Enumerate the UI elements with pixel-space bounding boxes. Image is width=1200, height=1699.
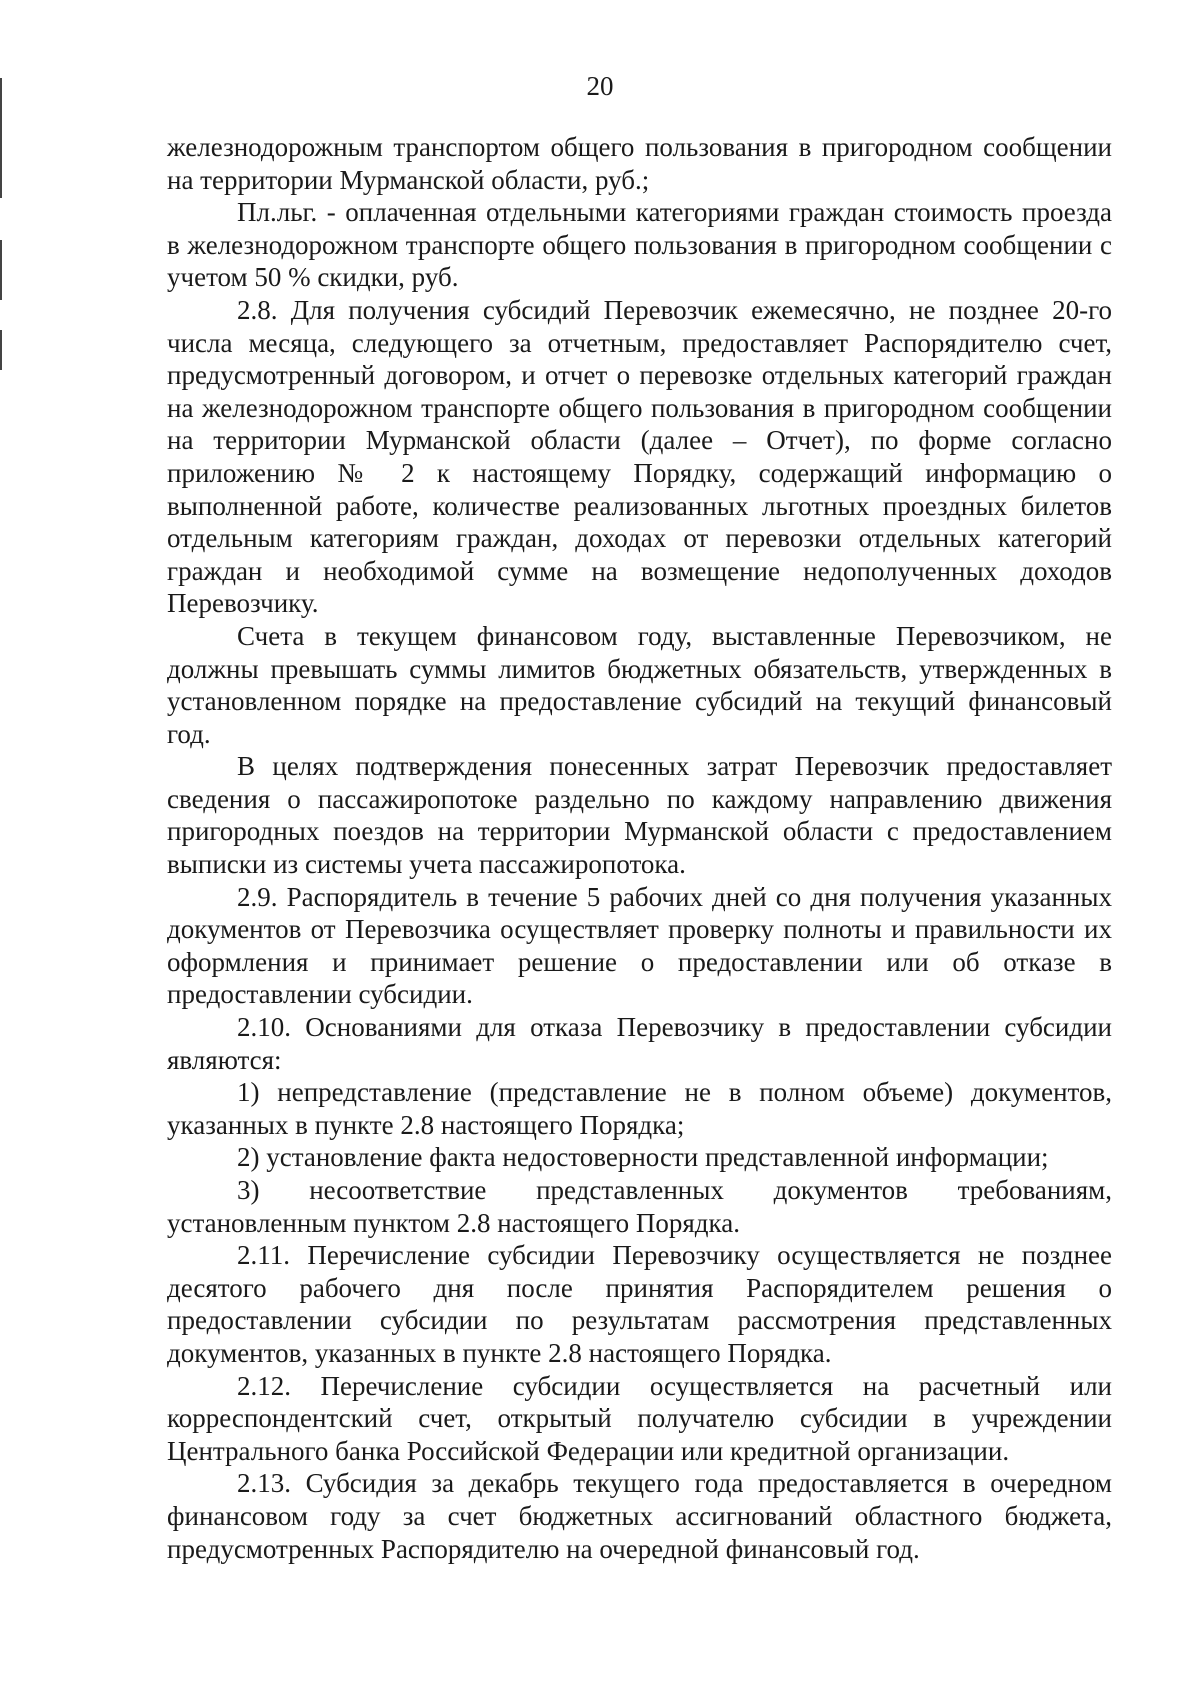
paragraph-2-9: 2.9. Распорядитель в течение 5 рабочих дней со дня получения указанных документов от Перевозчика осуществляет проверку полноты и правильности их оформления и принимает решение о предоставлении или об отказе в предоставлении субсидии.	[167, 881, 1112, 1010]
document-body	[167, 131, 1112, 1565]
scan-edge-mark	[0, 240, 2, 300]
paragraph-2-13: 2.13. Субсидия за декабрь текущего года предоставляется в очередном финансовом году за счет бюджетных ассигнований областного бюджета, предусмотренных Распорядителю на очередной финансовый год.	[167, 1468, 1112, 1564]
list-item-1: 1) непредставление (представление не в полном объеме) документов, указанных в пункте 2.8 настоящего Порядка;	[167, 1077, 1112, 1140]
paragraph-continuation: железнодорожным транспортом общего пользования в пригородном сообщении на территории Мурманской области, руб.;	[167, 132, 1112, 195]
list-item-2: 2) установление факта недостоверности представленной информации;	[237, 1142, 1049, 1173]
scan-edge-mark	[0, 330, 2, 370]
paragraph-2-12: 2.12. Перечисление субсидии осуществляется на расчетный или корреспондентский счет, открытый получателю субсидии в учреждении Центрального банка Российской Федерации или кредитной организации.	[167, 1370, 1112, 1466]
paragraph-2-8: 2.8. Для получения субсидий Перевозчик ежемесячно, не позднее 20-го числа месяца, следующего за отчетным, предоставляет Распорядителю счет, предусмотренный договором, и отчет о перевозке отдельных категорий граждан на железнодорожном транспорте общего пользования в пригородном сообщении на территории Мурманской области (далее – Отчет), по форме согласно приложению № 2 к настоящему Порядку, содержащий информацию о выполненной работе, количестве реализованных льготных проездных билетов отдельным категориям граждан, доходах от перевозки отдельных категорий граждан и необходимой сумме на возмещение недополученных доходов Перевозчику.	[167, 294, 1112, 619]
paragraph-pl-lg-definition: Пл.льг. - оплаченная отдельными категориями граждан стоимость проезда в железнодорожном транспорте общего пользования в пригородном сообщении с учетом 50 % скидки, руб.	[167, 197, 1112, 293]
paragraph-2-11: 2.11. Перечисление субсидии Перевозчику осуществляется не позднее десятого рабочего дня после принятия Распорядителем решения о предоставлении субсидии по результатам рассмотрения представленных документов, указанных в пункте 2.8 настоящего Порядка.	[167, 1240, 1112, 1368]
page-number: 20	[586, 71, 614, 101]
list-item-3: 3) несоответствие представленных документов требованиям, установленным пунктом 2.8 настоящего Порядка.	[167, 1175, 1112, 1238]
paragraph-passenger-flow: В целях подтверждения понесенных затрат Перевозчик предоставляет сведения о пассажиропотоке раздельно по каждому направлению движения пригородных поездов на территории Мурманской области с предоставлением выписки из системы учета пассажиропотока.	[167, 751, 1112, 880]
paragraph-invoices: Счета в текущем финансовом году, выставленные Перевозчиком, не должны превышать суммы лимитов бюджетных обязательств, утвержденных в установленном порядке на предоставление субсидий на текущий финансовый год.	[167, 620, 1112, 749]
paragraph-2-10: 2.10. Основаниями для отказа Перевозчику в предоставлении субсидии являются:	[167, 1012, 1112, 1075]
